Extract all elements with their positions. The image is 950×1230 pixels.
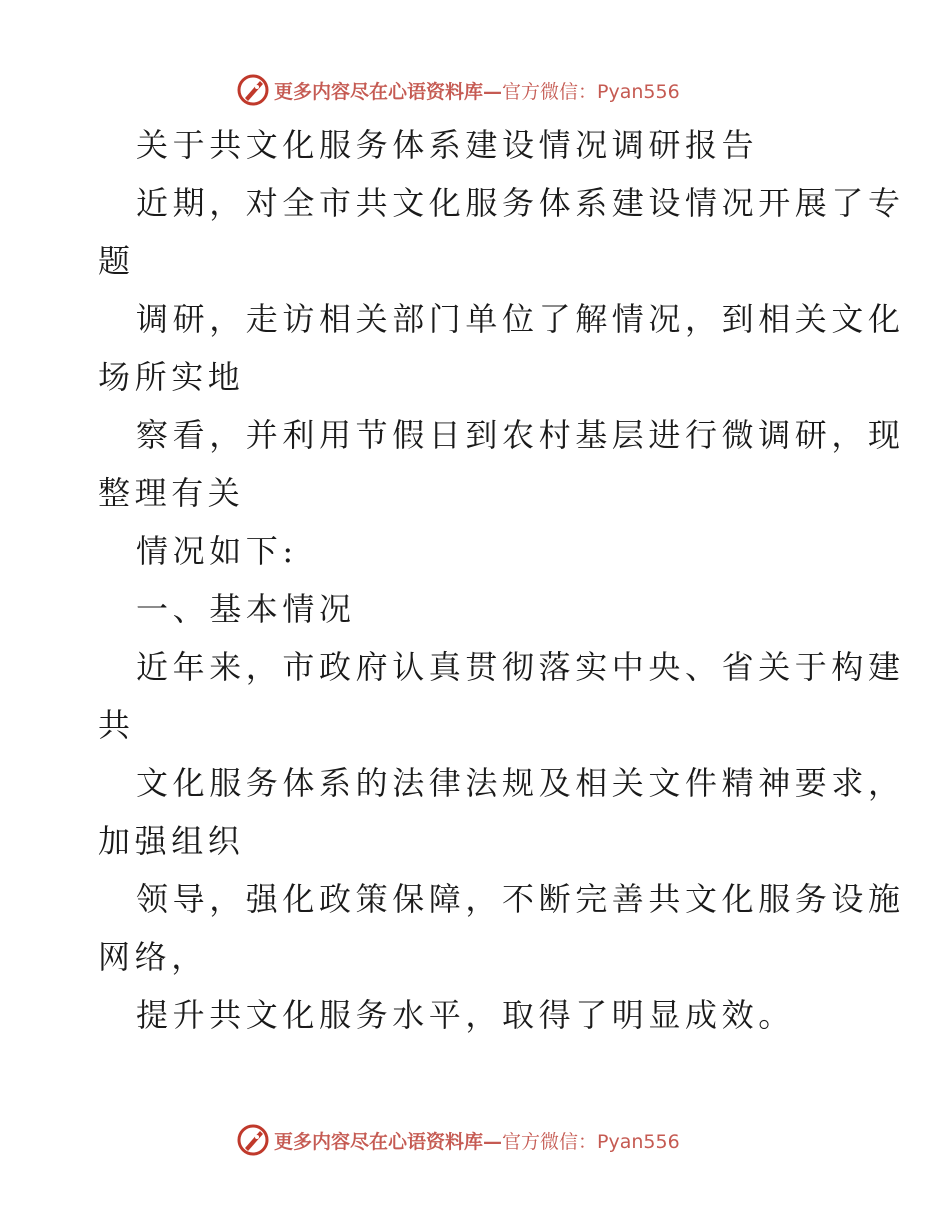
paragraph-line: 提升共文化服务水平，取得了明显成效。 — [136, 996, 795, 1034]
document-title: 关于共文化服务体系建设情况调研报告 — [136, 126, 759, 164]
paragraph-line: 文化服务体系的法律法规及相关文件精神要求， — [136, 764, 905, 802]
watermark-text: 更多内容尽在心语资料库—官方微信：Pyan556 — [274, 80, 680, 103]
paragraph-line: 情况如下: — [136, 532, 298, 570]
paragraph-line: 加强组织 — [98, 822, 245, 860]
paragraph-line: 题 — [98, 242, 135, 280]
paragraph-line: 场所实地 — [98, 358, 245, 396]
paragraph-line: 共 — [98, 706, 135, 744]
pen-logo-icon — [236, 1123, 270, 1157]
section-heading: 一、基本情况 — [136, 590, 356, 628]
watermark-text: 更多内容尽在心语资料库—官方微信：Pyan556 — [274, 1130, 680, 1153]
watermark-banner-bottom — [236, 1122, 680, 1158]
document-body — [98, 116, 905, 1044]
paragraph-line: 调研，走访相关部门单位了解情况，到相关文化 — [136, 300, 905, 338]
paragraph-line: 网络， — [98, 938, 208, 976]
pen-logo-icon — [236, 73, 270, 107]
paragraph-line: 近年来，市政府认真贯彻落实中央、省关于构建 — [136, 648, 905, 686]
paragraph-line: 近期，对全市共文化服务体系建设情况开展了专 — [136, 184, 905, 222]
watermark-banner-top — [236, 72, 680, 108]
paragraph-line: 领导，强化政策保障，不断完善共文化服务设施 — [136, 880, 905, 918]
paragraph-line: 察看，并利用节假日到农村基层进行微调研，现 — [136, 416, 905, 454]
paragraph-line: 整理有关 — [98, 474, 245, 512]
